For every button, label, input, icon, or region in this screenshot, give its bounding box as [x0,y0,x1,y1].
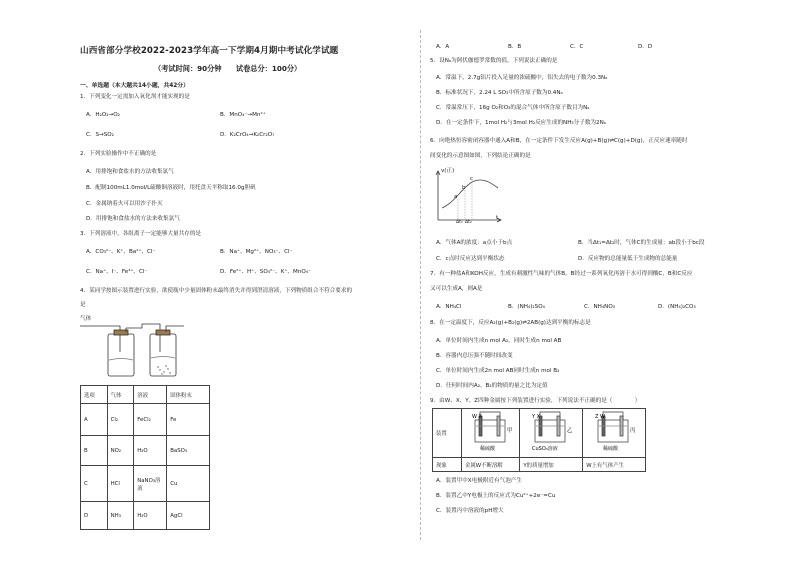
q7-option-d: D．(NH₄)₂CO₃ [658,304,696,310]
q6-option-c: C．c点时反应达到平衡状态 [436,256,505,262]
table-cell: NaNO₃溶液 [134,466,167,502]
solution-label: 稀硫酸 [603,446,619,452]
cell-jia-figure [466,410,516,454]
graph-point-c: c [470,176,474,182]
q8-option-b: B．容器内总压强不随时间改变 [436,353,513,359]
table-row [81,404,210,436]
q4-stem-cont: 是 [80,302,86,308]
cell-bing-figure [587,410,641,454]
q5-option-a: A．常温下，2.7g铝片投入足量的浓硫酸中，铝失去的电子数为0.3Nₐ [436,75,608,81]
table-cell: AgCl [167,502,210,530]
q1-option-d: D．K₂CrO₄→K₂Cr₂O₇ [220,132,275,138]
q9-header-device: 装置 [433,409,462,458]
table-cell: Cu [167,466,210,502]
table-cell: C [81,466,108,502]
q1-option-c: C．S→SO₂ [86,132,114,138]
q4-option-a: A．A [436,44,450,50]
table-cell: H₂O [134,502,167,530]
q2-option-a: A．用排饱和食盐水的方法收集氯气 [86,169,174,175]
q9-option-c: C．装置丙中溶液的pH增大 [436,508,504,514]
q6-stem: 6．向绝热恒容密闭容器中通入A和B，在一定条件下发生反应A(g)+B(g)⇌C(g)+D(g)，正反应速率随时 [430,138,688,144]
q9-header-observation: 现象 [433,458,462,472]
q3-stem: 3．下列溶液中，各组离子一定能够大量共存的是 [80,231,202,237]
table-cell: Cl₂ [107,404,134,436]
q5-stem: 5．设Nₐ为阿伏伽德罗常数的值，下列说法正确的是 [430,58,558,64]
exam-subtitle: （考试时间：90分钟 试卷总分：100分） [154,64,302,73]
observation-cell: 金属W不断溶解 [462,458,520,472]
q9-option-a: A．装置甲中X电极附近有气泡产生 [436,478,522,484]
q8-option-d: D．任何时间内A₂、B₂的物质的量之比为定值 [436,383,548,389]
q6-option-a: A．气体A的浓度：a点小于b点 [436,240,513,246]
q7-option-c: C．NH₄NO₃ [584,304,615,310]
observation-cell: Y的质量增加 [520,458,583,472]
table-cell: NO₂ [107,436,134,466]
table-cell: Fe [167,404,210,436]
q8-option-c: C．单位时间内生成2n mol AB同时生成n mol B₂ [436,368,560,374]
q8-option-a: A．单位时间内生成n mol A₂，同时生成n mol AB [436,338,562,344]
q7-option-a: A．NH₄Cl [436,304,462,310]
q5-option-d: D．在一定条件下，1mol H₂与3mol H₂反应生成的NH₃分子数为2Nₐ [436,120,606,126]
graph-point-b: b [462,185,466,191]
q2-stem: 2．下列实验操作中不正确的是 [80,151,157,157]
q9-option-b: B．装置乙中Y电极上的反应式为Cu²⁺+2e⁻=Cu [436,493,556,499]
q7-stem: 7．有一种盐A和KOH反应，生成有刺激性气味的气体B，B经过一系列氧化再溶于水可得到酸C，B和C反应 [430,271,693,277]
q4-table-header: 溶液 [134,386,167,404]
electrode-label: Z W [595,414,606,420]
table-cell: H₂O [134,436,167,466]
q5-option-b: B．标准状况下，2.24 L SO₃中所含原子数为0.4Nₐ [436,90,563,96]
table-cell: BaSO₃ [167,436,210,466]
table-row [81,502,210,530]
table-row [81,436,210,466]
q6-option-b: B．当Δt₁=Δt₂时，气体C的生成量：ab段小于bc段 [578,240,705,246]
q2-option-d: D．用排饱和食盐水的方法来收集氯气 [86,216,180,222]
observation-cell: W上有气体产生 [583,458,646,472]
table-cell: NH₃ [107,502,134,530]
q7-option-b: B．(NH₄)₂SO₄ [508,304,545,310]
q5-option-c: C．常温常压下，16g O₂和O₃的混合气体中所含原子数目为Nₐ [436,105,590,111]
graph-y-label: v(正) [441,168,455,174]
graph-tick-dt1: Δt₁ [456,220,463,225]
q6-option-d: D．反应物的总能量低于生成物的总能量 [578,256,678,262]
gas-bottles-figure [80,322,190,380]
table-cell: HCl [107,466,134,502]
graph-point-a: a [454,194,458,200]
q3-option-d: D．Fe²⁺、H⁺、SO₄²⁻、K⁺、MnO₄⁻ [220,269,311,275]
table-cell: D [81,502,108,530]
cell-yi-figure [524,410,578,454]
q9-stem: 9．由W、X、Y、Z四种金属按下列装置进行实验，下列说法不正确的是（ ） [430,398,641,404]
electrode-label: Y X [532,414,541,420]
device-cell [520,409,583,458]
table-row [433,409,646,458]
vessel-label: 甲 [506,428,513,434]
solution-label: CuSO₄溶液 [532,446,559,452]
vessel-label: 丙 [630,428,636,434]
gas-inlet-label: 气体 [80,316,92,322]
vessel-label: 乙 [567,428,573,434]
q4-table [80,385,210,530]
q4-stem: 4．某同学按图示装置进行实验，欲使瓶中少量固体粉末最终消失并得到澄清溶液，下列物质组合不符合要求的 [80,288,353,294]
exam-title: 山西省部分学校2022-2023学年高一下学期4月期中考试化学试题 [80,46,339,56]
table-cell: B [81,436,108,466]
q4-table-header: 选项 [81,386,108,404]
q1-option-a: A．H₂O₂→O₂ [86,112,120,118]
q3-option-a: A．CO₃²⁻、K⁺、Ba²⁺、Cl⁻ [86,249,156,255]
q8-stem: 8．在一定温度下，反应A₂(g)+B₂(g)⇌2AB(g)达到平衡的标志是 [430,320,591,326]
q7-stem-cont: 又可以生成A，则A是 [430,286,483,292]
q1-option-b: B．MnO₄⁻→Mn²⁺ [220,112,266,118]
q4-option-c: C．C [570,44,584,50]
solution-label: 稀硫酸 [479,446,495,452]
q2-option-c: C．金属钠着火可以用沙子扑灭 [86,201,163,207]
q4-table-header: 固体粉末 [167,386,210,404]
device-cell [462,409,520,458]
graph-tick-dt2: Δt₂ [465,220,472,225]
table-row [81,466,210,502]
q4-option-b: B．B [508,44,522,50]
q3-option-b: B．Na⁺、Mg²⁺、NO₃⁻、Cl⁻ [220,249,293,255]
q3-option-c: C．Na⁺、I⁻、Fe³⁺、Cl⁻ [86,269,148,275]
q4-option-d: D．D [638,44,653,50]
q2-option-b: B．配制100mL1.0mol/L硫酸铜溶液时，用托盘天平称取16.0g胆矾 [86,185,256,191]
q4-table-header: 气体 [107,386,134,404]
fold-line [420,30,421,540]
section-heading: 一、单选题（本大题共14小题，共42分） [80,83,189,89]
table-cell: A [81,404,108,436]
q1-stem: 1．下列变化一定需加入氧化剂才能实现的是 [80,94,190,100]
graph-x-label: t [496,215,499,221]
table-row [433,458,646,472]
q9-table [432,408,646,472]
q6-stem-cont: 间变化的示意图如图，下列结论正确的是 [430,153,531,159]
electrode-label: W X [471,414,482,420]
rate-time-graph [432,168,504,226]
device-cell [583,409,646,458]
table-cell: FeCl₂ [134,404,167,436]
